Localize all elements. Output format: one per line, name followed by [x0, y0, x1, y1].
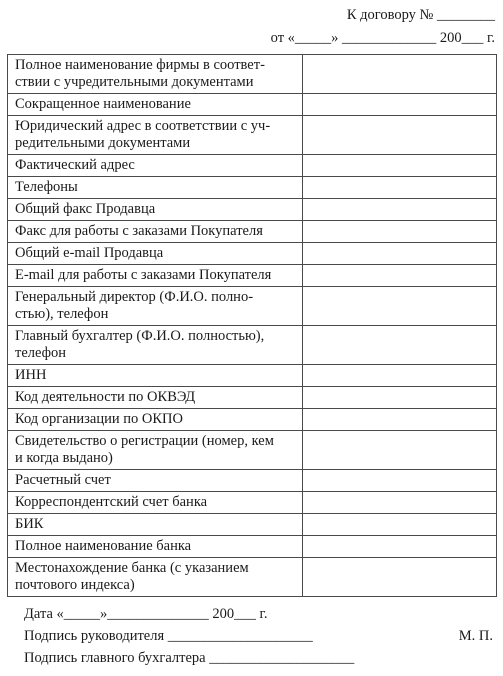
row-label: Расчетный счет	[8, 470, 303, 492]
row-label: Общий e-mail Продавца	[8, 243, 303, 265]
seal-place-label: М. П.	[458, 628, 493, 644]
table-row	[8, 536, 497, 558]
row-label: Корреспондентский счет банка	[8, 492, 303, 514]
row-value-field[interactable]	[303, 409, 497, 431]
table-row	[8, 177, 497, 199]
table-row	[8, 155, 497, 177]
table-row	[8, 287, 497, 326]
row-value-field[interactable]	[303, 55, 497, 94]
requisites-table	[7, 54, 497, 597]
row-value-field[interactable]	[303, 536, 497, 558]
row-value-field[interactable]	[303, 387, 497, 409]
table-row	[8, 199, 497, 221]
row-value-field[interactable]	[303, 514, 497, 536]
row-value-field[interactable]	[303, 94, 497, 116]
row-value-field[interactable]	[303, 365, 497, 387]
table-row	[8, 470, 497, 492]
row-label: БИК	[8, 514, 303, 536]
table-row	[8, 387, 497, 409]
table-row	[8, 431, 497, 470]
table-row	[8, 265, 497, 287]
table-row	[8, 116, 497, 155]
row-value-field[interactable]	[303, 177, 497, 199]
row-value-field[interactable]	[303, 492, 497, 514]
contract-date-line: от «_____» _____________ 200___ г.	[270, 30, 495, 46]
row-value-field[interactable]	[303, 155, 497, 177]
row-value-field[interactable]	[303, 221, 497, 243]
row-value-field[interactable]	[303, 326, 497, 365]
row-label: Код деятельности по ОКВЭД	[8, 387, 303, 409]
row-label: Код организации по ОКПО	[8, 409, 303, 431]
row-value-field[interactable]	[303, 470, 497, 492]
row-label: Полное наименование банка	[8, 536, 303, 558]
table-row	[8, 409, 497, 431]
date-line: Дата «_____»______________ 200___ г.	[24, 606, 268, 622]
row-value-field[interactable]	[303, 199, 497, 221]
row-label: E-mail для работы с заказами Покупателя	[8, 265, 303, 287]
contract-number-line: К договору № ________	[346, 7, 495, 23]
row-label: ИНН	[8, 365, 303, 387]
row-label: Факс для работы с заказами Покупателя	[8, 221, 303, 243]
row-value-field[interactable]	[303, 287, 497, 326]
row-value-field[interactable]	[303, 265, 497, 287]
row-value-field[interactable]	[303, 431, 497, 470]
row-value-field[interactable]	[303, 116, 497, 155]
row-label: Свидетельство о регистрации (номер, кем и когда выдано)	[8, 431, 303, 470]
row-label: Местонахождение банка (с указанием почтового индекса)	[8, 558, 303, 597]
row-label: Сокращенное наименование	[8, 94, 303, 116]
row-label: Телефоны	[8, 177, 303, 199]
table-row	[8, 558, 497, 597]
row-label: Генеральный директор (Ф.И.О. полно- стью), телефон	[8, 287, 303, 326]
table-row	[8, 221, 497, 243]
table-row	[8, 492, 497, 514]
director-signature-line: Подпись руководителя ____________________	[24, 628, 313, 644]
row-label: Главный бухгалтер (Ф.И.О. полностью), телефон	[8, 326, 303, 365]
table-row	[8, 94, 497, 116]
table-row	[8, 365, 497, 387]
table-row	[8, 243, 497, 265]
row-label: Полное наименование фирмы в соответ- ствии с учредительными документами	[8, 55, 303, 94]
table-row	[8, 55, 497, 94]
row-value-field[interactable]	[303, 243, 497, 265]
row-label: Общий факс Продавца	[8, 199, 303, 221]
row-value-field[interactable]	[303, 558, 497, 597]
table-row	[8, 326, 497, 365]
row-label: Фактический адрес	[8, 155, 303, 177]
table-row	[8, 514, 497, 536]
accountant-signature-line: Подпись главного бухгалтера ____________________	[24, 650, 355, 666]
row-label: Юридический адрес в соответствии с уч- редительными документами	[8, 116, 303, 155]
